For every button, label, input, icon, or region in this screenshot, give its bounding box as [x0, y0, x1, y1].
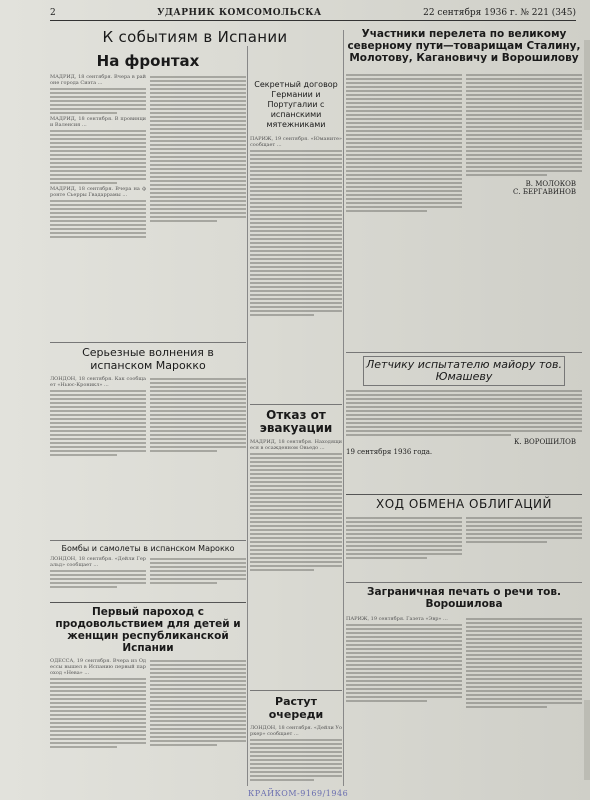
- heading-flight: Участники перелета по великому северному пути—товарищам Сталину, Молотову, Кагановичу и Ворошилову: [347, 28, 581, 64]
- signature-voroshilov: К. ВОРОШИЛОВ: [513, 438, 576, 446]
- column-middle: [250, 22, 342, 790]
- page-number: 2: [50, 8, 56, 18]
- heading-ship: Первый пароход с продовольствием для детей и женщин республиканской Испании: [55, 606, 241, 654]
- column-rule: [343, 30, 344, 786]
- page-edge: [584, 40, 590, 130]
- article-lead: МАДРИД, 18 сентября. В провинции Валенсия ...: [50, 116, 146, 128]
- article-lead: ЛОНДОН, 18 сентября. «Дейли Уоркер» сообщает ...: [250, 725, 342, 737]
- heading-bonds: ХОД ОБМЕНА ОБЛИГАЦИЙ: [376, 497, 552, 511]
- article-fronts-a: [50, 74, 146, 240]
- article-lead: ПАРИЖ, 19 сентября. «Юманите» сообщает ...: [250, 136, 342, 148]
- article-fronts-b: [150, 74, 246, 224]
- article-lead: МАДРИД, 18 сентября. Вчера в районе города Сиэта ...: [50, 74, 146, 86]
- article-press: [346, 582, 582, 710]
- heading-fronts: На фронтах: [96, 52, 200, 70]
- article-morocco: [50, 342, 246, 458]
- column-rule: [247, 46, 248, 786]
- heading-refusal: Отказ от эвакуации: [259, 408, 333, 435]
- signature-molokov: В. МОЛОКОВ: [525, 180, 576, 188]
- article-lead: ЛОНДОН, 18 сентября. «Дейли Геральд» сообщает ...: [50, 556, 146, 568]
- article-ship: [50, 602, 246, 750]
- signature-bergavinov: С. БЕРГАВИНОВ: [513, 188, 576, 196]
- heading-treaty: Секретный договор Германии и Португалии с испанскими мятежниками: [254, 80, 338, 129]
- article-lead: ПАРИЖ, 19 сентября. Газета «Эвр» ...: [346, 616, 448, 622]
- page-edge: [584, 700, 590, 780]
- article-lead: МАДРИД, 18 сентября. Вчера на фронте Сьерры Гвадаррамы ...: [50, 186, 146, 198]
- article-pilot: [346, 352, 582, 456]
- article-queues: [250, 690, 342, 783]
- archive-stamp: КРАЙКОМ-9169/1946: [248, 789, 349, 798]
- column-left: [50, 22, 288, 790]
- heading-bombs: Бомбы и самолеты в испанском Марокко: [61, 544, 235, 553]
- article-bombs: [50, 540, 246, 590]
- article-lead: ОДЕССА, 19 сентября. Вчера из Одессы вышел в Испанию первый пароход «Нева» ...: [50, 658, 146, 676]
- heading-pilot: Летчику испытателю майору тов. Юмашеву: [366, 358, 562, 383]
- issue-info: 22 сентября 1936 г. № 221 (345): [423, 8, 576, 18]
- dateline-pilot: 19 сентября 1936 года.: [346, 448, 433, 456]
- article-lead: ЛОНДОН, 18 сентября. Как сообщает «Ньюс-Кроникл» ...: [50, 376, 146, 388]
- article-refusal: [250, 404, 342, 573]
- column-right: [346, 22, 582, 790]
- page-header: [50, 6, 576, 21]
- article-flight: [346, 28, 582, 214]
- newspaper-title: УДАРНИК КОМСОМОЛЬСКА: [157, 8, 322, 18]
- heading-queues: Растут очереди: [268, 695, 324, 721]
- article-treaty: [250, 80, 342, 318]
- rubric-spain: К событиям в Испании: [102, 28, 288, 46]
- article-lead: МАДРИД, 18 сентября. Находящиеся в осажденном Овьедо ...: [250, 439, 342, 451]
- heading-morocco: Серьезные волнения в испанском Марокко: [82, 346, 214, 372]
- heading-press: Заграничная печать о речи тов. Ворошилова: [367, 586, 561, 610]
- article-bonds: [346, 494, 582, 561]
